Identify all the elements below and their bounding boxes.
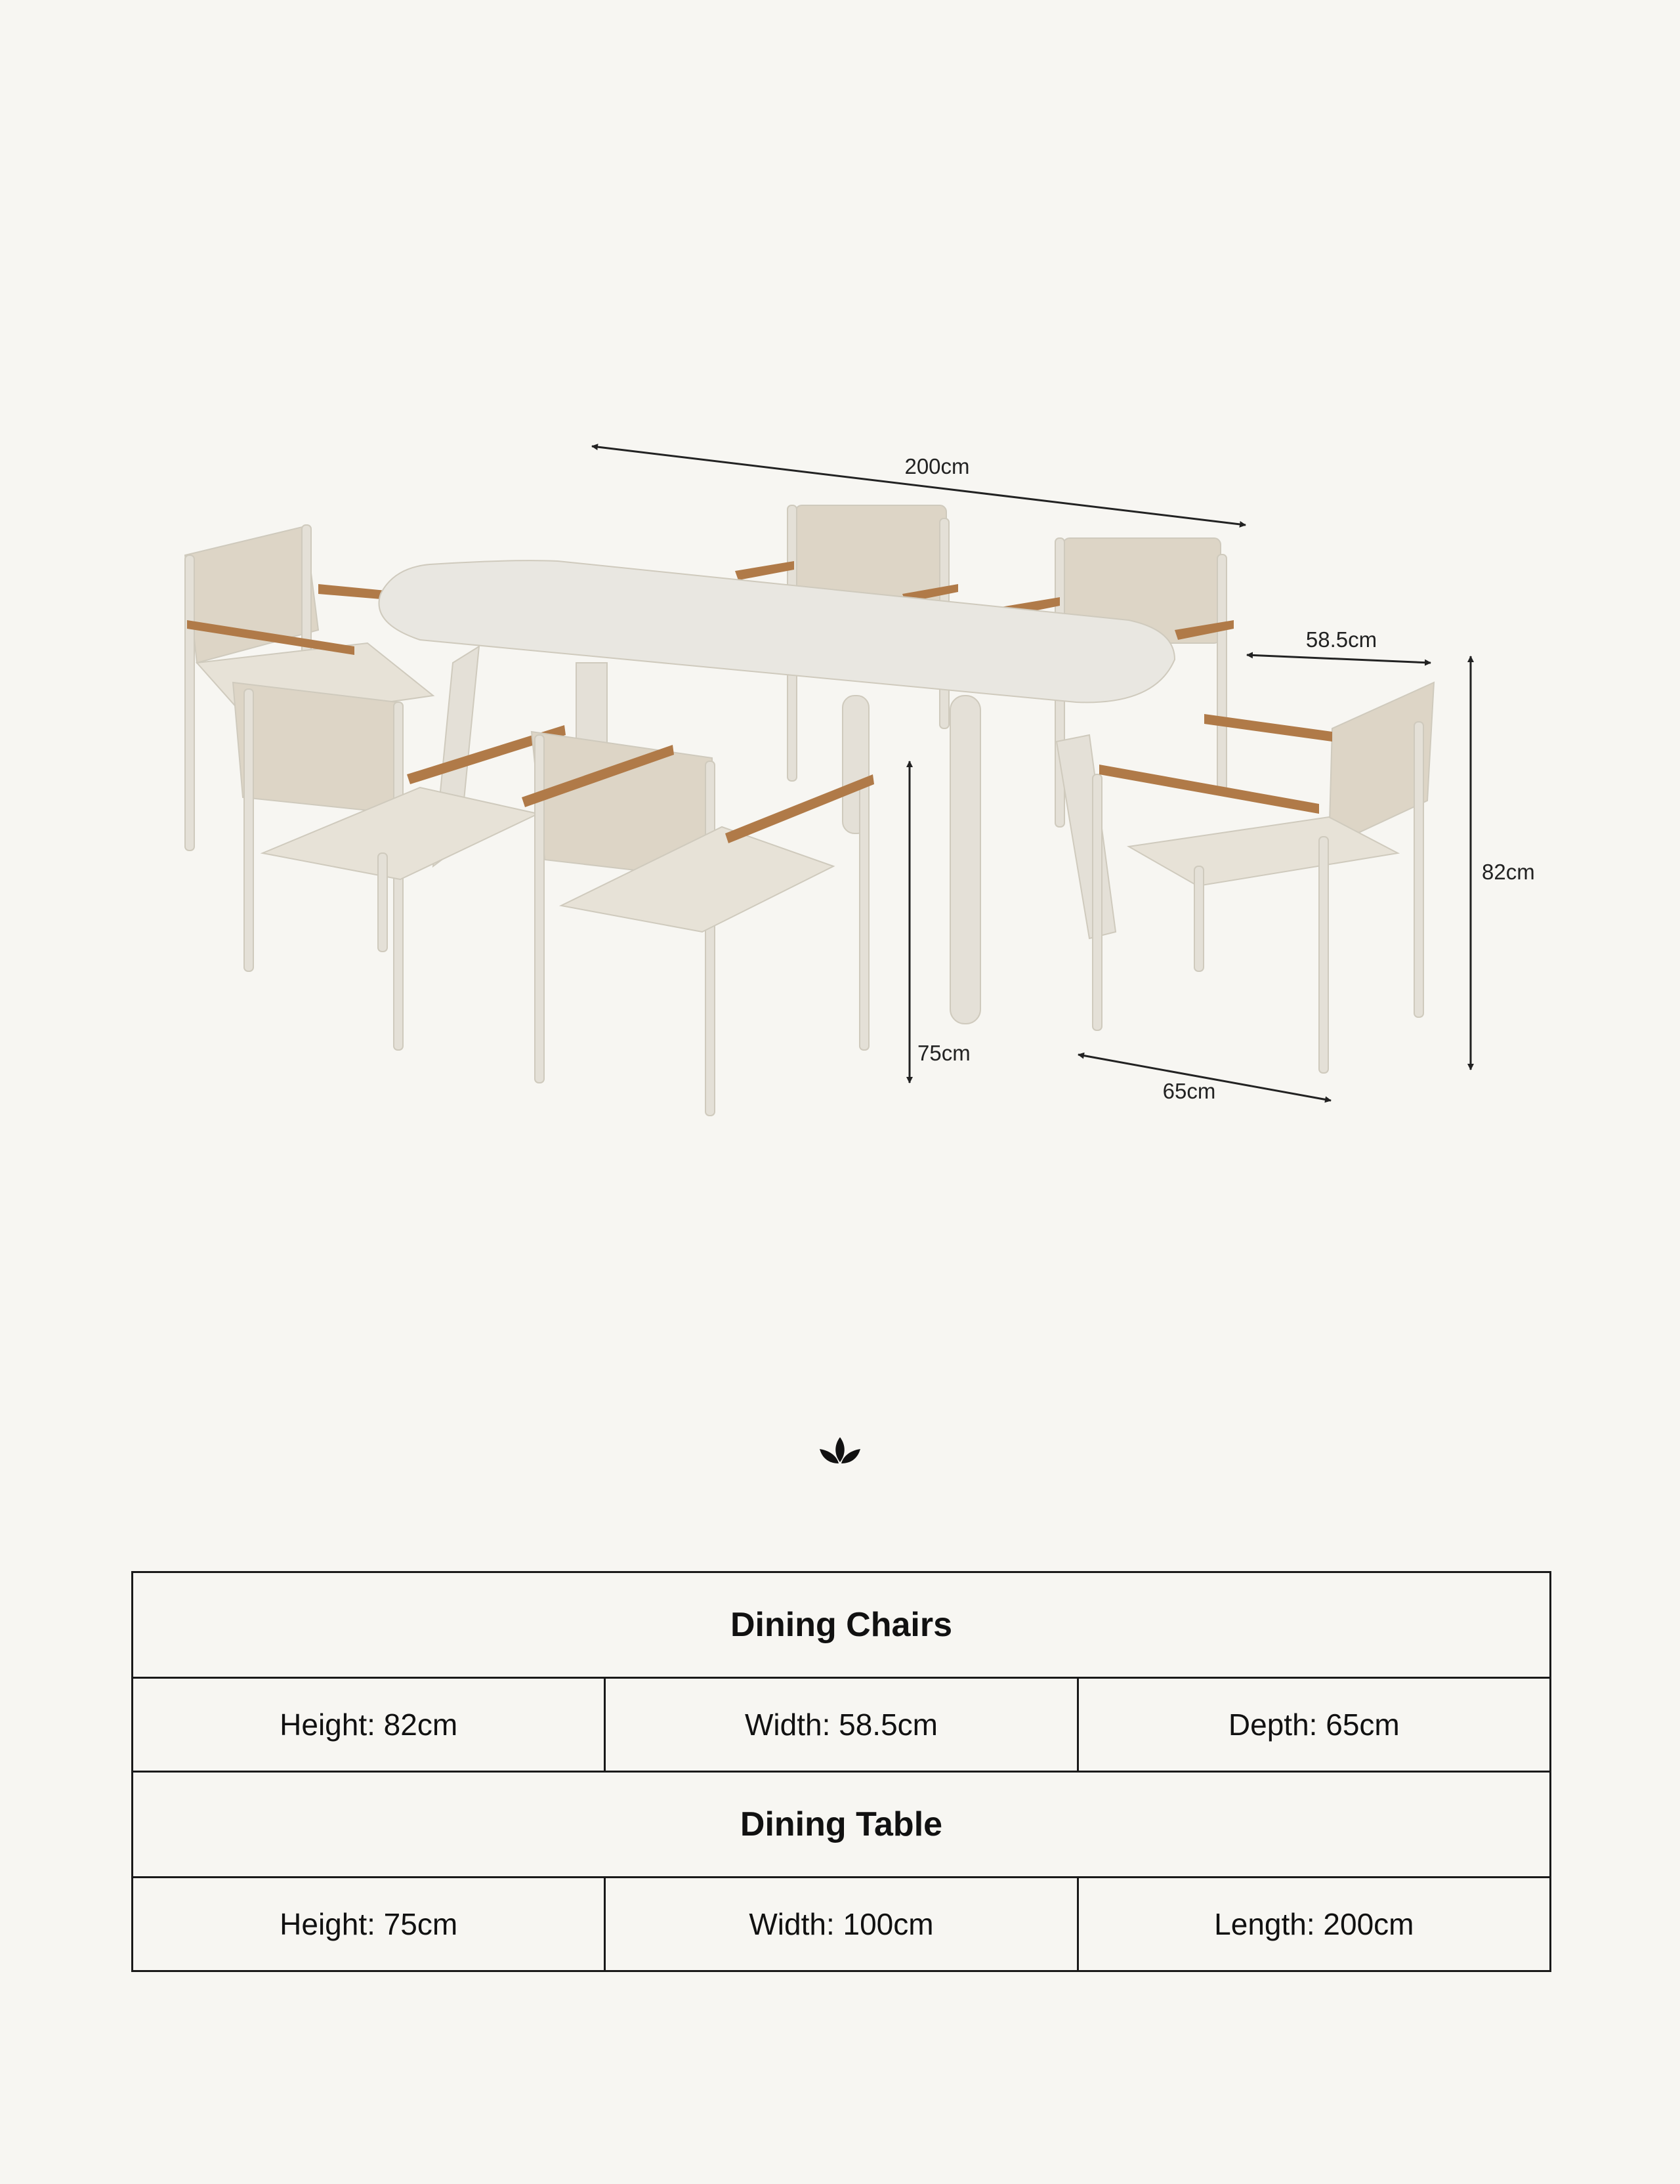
dimension-label-chair-height: 82cm xyxy=(1482,860,1535,884)
dimension-label-table-height: 75cm xyxy=(917,1041,971,1065)
dimension-label-chair-width: 58.5cm xyxy=(1305,627,1377,652)
dining-chair-front-center xyxy=(522,732,874,1116)
spec-cell-table-height: Height: 75cm xyxy=(133,1878,605,1971)
dimension-label-table-length: 200cm xyxy=(904,454,970,478)
section-heading-dining-table: Dining Table xyxy=(133,1772,1551,1878)
dining-chair-front-right xyxy=(1093,682,1434,1073)
dimension-line-chair-width xyxy=(1247,655,1431,663)
spec-row-dining-table xyxy=(133,1878,1551,1971)
spec-cell-table-width: Width: 100cm xyxy=(605,1878,1078,1971)
spec-row-dining-chairs xyxy=(133,1678,1551,1772)
section-heading-dining-chairs: Dining Chairs xyxy=(133,1572,1551,1678)
spec-cell-chair-height: Height: 82cm xyxy=(133,1678,605,1772)
section-row-dining-table xyxy=(133,1772,1551,1878)
spec-cell-table-length: Length: 200cm xyxy=(1078,1878,1550,1971)
section-row-dining-chairs xyxy=(133,1572,1551,1678)
lotus-icon xyxy=(817,1435,863,1467)
specifications-table xyxy=(131,1571,1551,1972)
dimension-label-chair-depth: 65cm xyxy=(1162,1079,1216,1103)
spec-cell-chair-depth: Depth: 65cm xyxy=(1078,1678,1550,1772)
dining-chair-front-left xyxy=(233,682,566,1050)
spec-cell-chair-width: Width: 58.5cm xyxy=(605,1678,1078,1772)
